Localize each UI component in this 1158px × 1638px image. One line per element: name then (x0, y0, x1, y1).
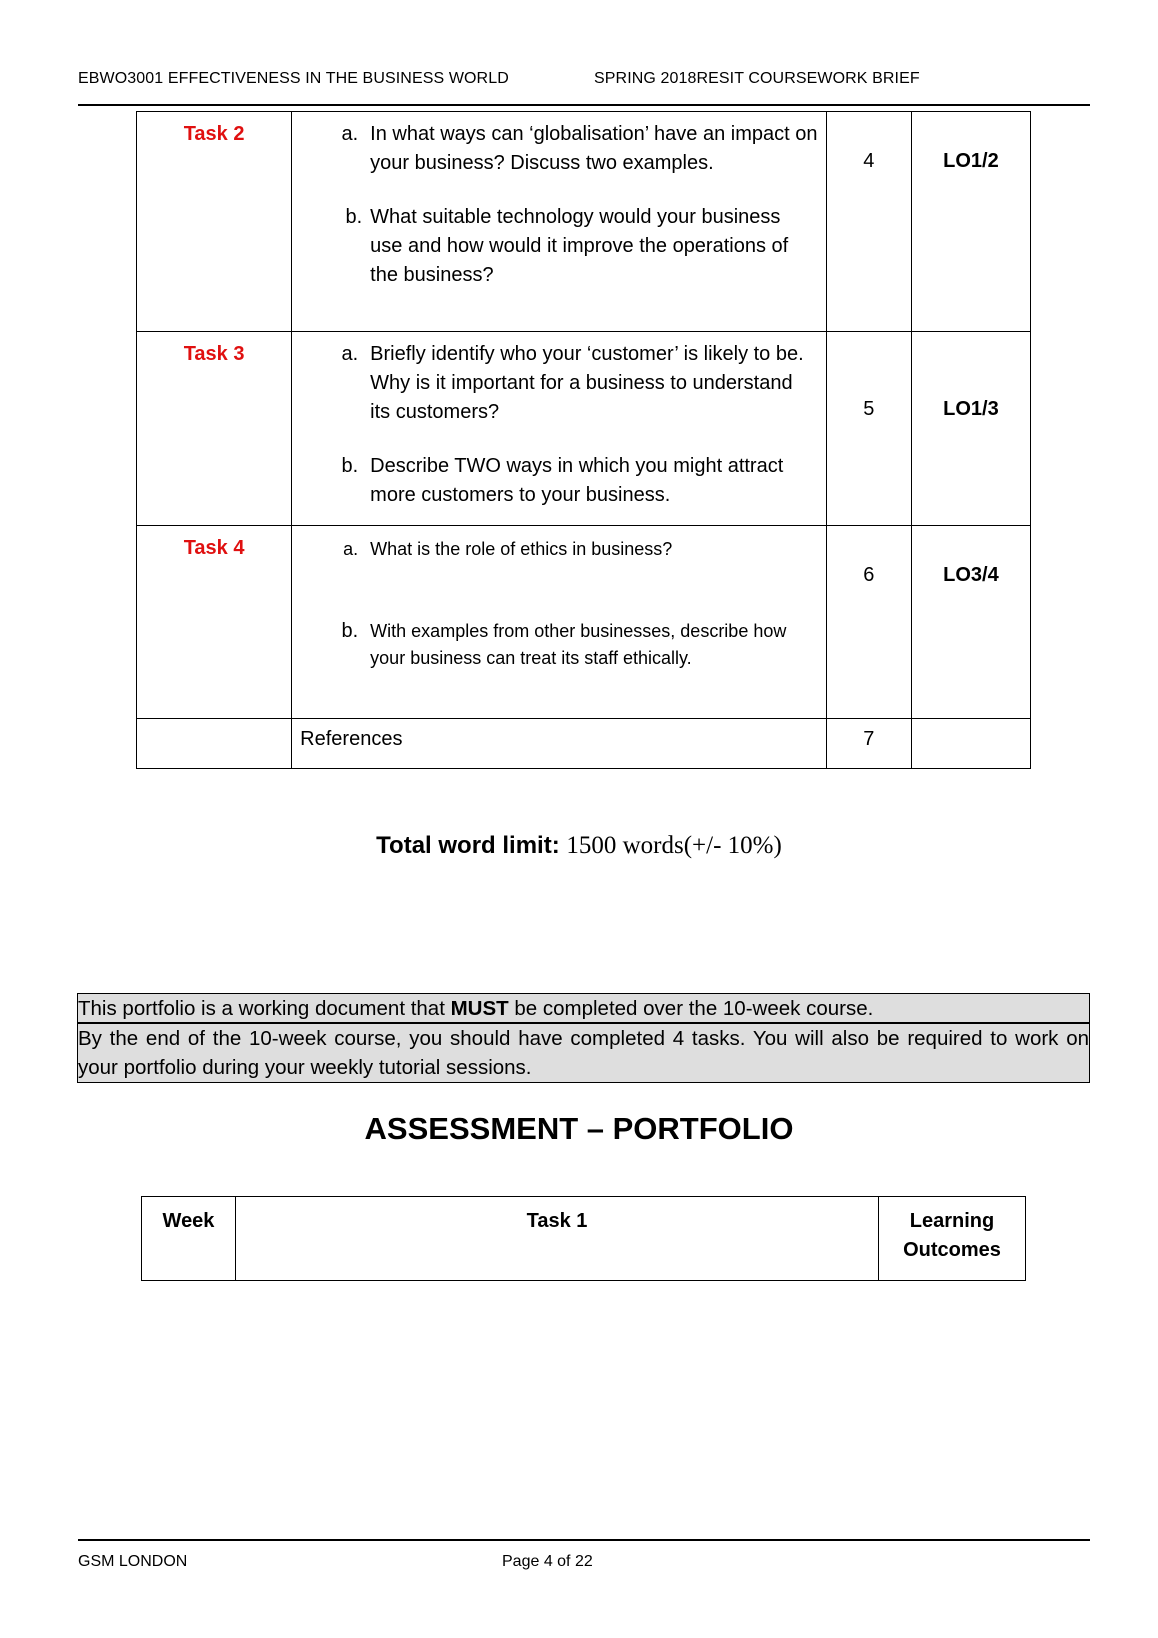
notice-text: be completed over the 10-week course. (508, 997, 874, 1020)
table-header-row (142, 1197, 1026, 1281)
question-text: What suitable technology would your business use and how would it improve the operations of the business? (370, 206, 789, 286)
question-item (292, 452, 818, 510)
week-header: Week (142, 1197, 236, 1281)
task-questions (292, 526, 827, 719)
task-number: 6 (826, 526, 911, 719)
task-number: 5 (826, 332, 911, 526)
footer-institution: GSM LONDON (78, 1553, 188, 1570)
table-row (137, 112, 1031, 332)
outcomes-header: Learning Outcomes (879, 1197, 1026, 1281)
question-text: Briefly identify who your ‘customer’ is likely to be. Why is it important for a business to understand its customers? (370, 343, 804, 423)
tasks-table (136, 111, 1031, 769)
task-questions (292, 112, 827, 332)
question-marker: b. (341, 455, 359, 477)
question-text: Describe TWO ways in which you might attract more customers to your business. (370, 455, 784, 506)
portfolio-notice (77, 993, 1090, 1023)
empty-cell (137, 719, 292, 769)
question-text: In what ways can ‘globalisation’ have an impact on your business? Discuss two examples. (370, 123, 818, 174)
task-header: Task 1 (236, 1197, 879, 1281)
footer-rule (78, 1539, 1090, 1541)
question-text: With examples from other businesses, describe how your business can treat its staff ethically. (370, 621, 787, 668)
task-questions (292, 332, 827, 526)
word-limit (0, 832, 1158, 860)
question-marker: b. (341, 620, 359, 642)
question-marker: a. (341, 343, 359, 365)
assessment-title: ASSESSMENT – PORTFOLIO (364, 1111, 794, 1146)
question-item (292, 120, 818, 178)
learning-outcome: LO1/3 (911, 332, 1030, 526)
task-label: Task 4 (137, 526, 292, 719)
task-label: Task 2 (137, 112, 292, 332)
question-item (292, 618, 818, 672)
notice-emphasis: MUST (450, 997, 509, 1020)
learning-outcome: LO3/4 (911, 526, 1030, 719)
table-row (137, 719, 1031, 769)
question-marker: b. (345, 206, 363, 228)
question-text: What is the role of ethics in business? (370, 539, 673, 559)
table-row (137, 332, 1031, 526)
question-marker: a. (341, 123, 359, 145)
notice-text: This portfolio is a working document that (78, 997, 451, 1020)
header-brief-title: SPRING 2018RESIT COURSEWORK BRIEF (594, 70, 920, 87)
learning-outcome: LO1/2 (911, 112, 1030, 332)
word-limit-label: Total word limit: (376, 832, 560, 859)
task-number: 4 (826, 112, 911, 332)
question-item (292, 340, 818, 427)
references-label: References (292, 719, 827, 769)
header-rule (78, 104, 1090, 106)
question-item (292, 203, 818, 290)
references-number: 7 (826, 719, 911, 769)
question-item (292, 536, 818, 563)
task-label: Task 3 (137, 332, 292, 526)
question-marker: a. (343, 539, 359, 559)
word-limit-value: 1500 words(+/- 10%) (566, 832, 782, 859)
portfolio-instructions: By the end of the 10-week course, you should have completed 4 tasks. You will also be required to work on your portfolio during your weekly tutorial sessions. (77, 1023, 1090, 1083)
page-number: Page 4 of 22 (502, 1553, 593, 1570)
portfolio-table (141, 1196, 1026, 1281)
header-course-title: EBWO3001 EFFECTIVENESS IN THE BUSINESS WORLD (78, 70, 509, 87)
table-row (137, 526, 1031, 719)
empty-cell (911, 719, 1030, 769)
